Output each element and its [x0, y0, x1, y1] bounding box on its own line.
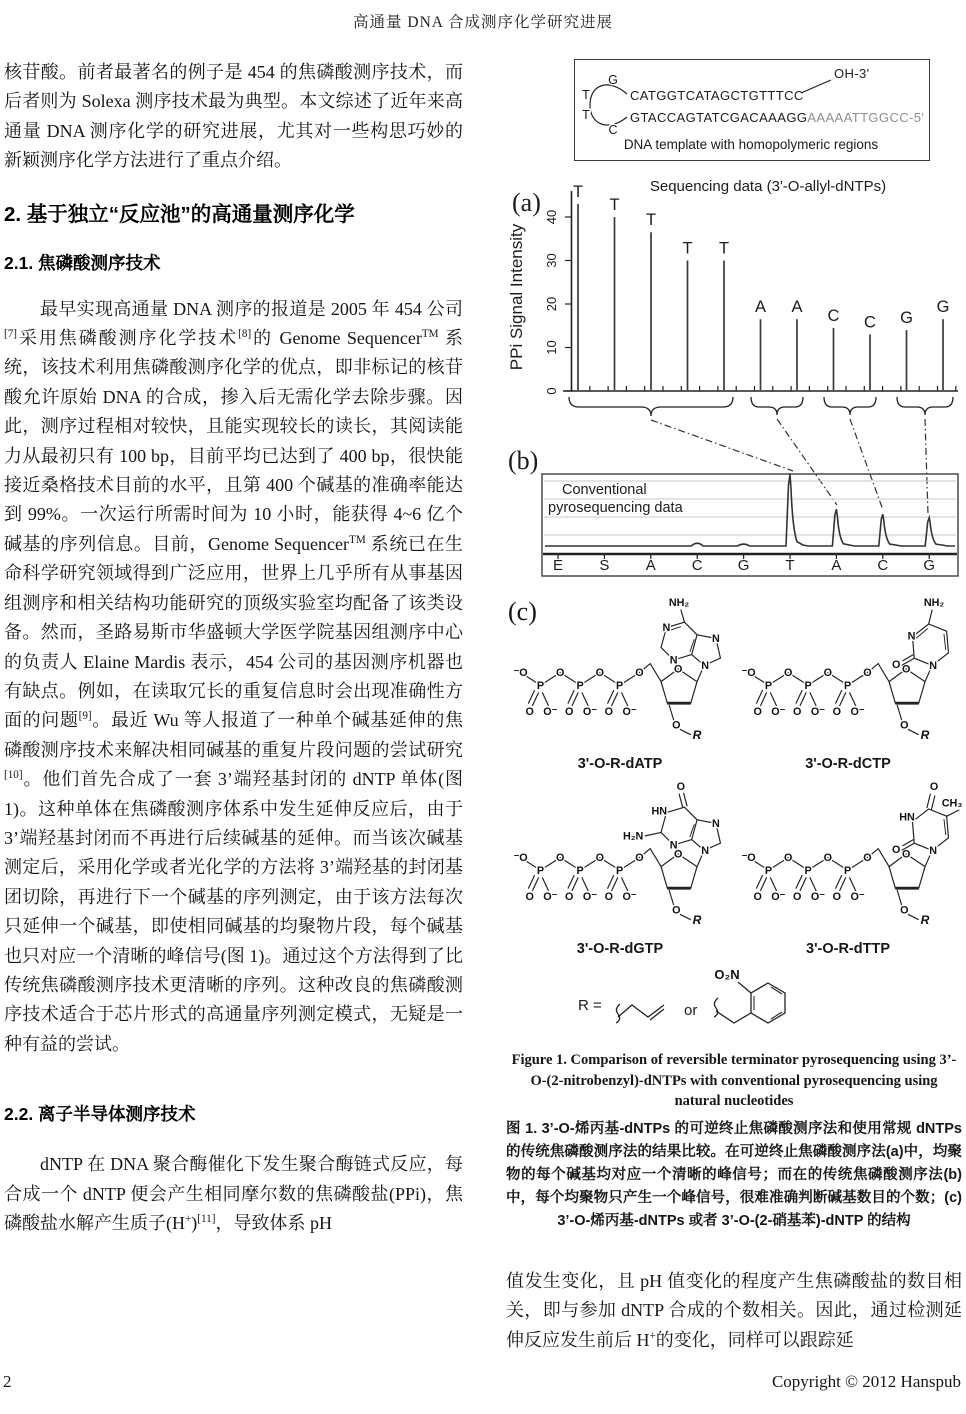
o-minus-label: ⁻O — [513, 667, 528, 680]
o-label: O — [525, 705, 534, 718]
y-tick-label: 0 — [544, 387, 559, 395]
o-label: O — [604, 890, 614, 903]
panel-c-label: (c) — [508, 597, 537, 626]
o-minus-label: O⁻ — [771, 890, 786, 903]
para-ion-continued: 值发生变化，且 pH 值变化的程度产生焦磷酸盐的数目相关，即与参加 dNTP 合成的个数相关。因此，通过检测延伸反应发生前后 H+的变化，同样可以跟踪延 — [506, 1271, 962, 1350]
o-label: O — [635, 667, 644, 680]
n-label: N — [712, 633, 720, 645]
o-label: O — [793, 890, 802, 903]
section-2-2-heading: 2.2. 离子半导体测序技术 — [4, 1104, 196, 1125]
squiggle-bond — [616, 1004, 620, 1023]
r-label: R — [920, 913, 930, 928]
structures-grid — [506, 597, 962, 957]
o-3prime-label: O — [672, 719, 681, 732]
n-label: N — [907, 630, 916, 643]
brace-t-group — [569, 397, 733, 416]
y-tick-label: 30 — [544, 253, 559, 268]
dispensation-label: C — [877, 557, 889, 574]
o-3prime-label: O — [672, 904, 681, 917]
dispensation-label: A — [831, 557, 842, 574]
spike-base-label: C — [864, 313, 876, 332]
o-minus-label: O⁻ — [810, 890, 825, 903]
o-label: O — [635, 852, 644, 865]
nh2-label: NH₂ — [923, 597, 945, 609]
structure-name: 3'-O-R-dGTP — [576, 941, 664, 957]
o-label: O — [556, 852, 565, 865]
hn-label: HN — [651, 805, 668, 818]
o-label: O — [823, 852, 833, 865]
strand-top: CATGGTCATAGCTGTTTCC — [630, 88, 804, 103]
o-minus-label: ⁻O — [741, 667, 756, 680]
chart-b-label-line2: pyrosequencing data — [548, 500, 683, 516]
dttp-diagram — [734, 782, 964, 935]
p-label: P — [764, 864, 773, 877]
phosphate-sugar-backbone — [514, 664, 704, 743]
o-label: O — [892, 844, 901, 857]
dispensation-label: T — [785, 557, 795, 574]
o-minus-label: O⁻ — [582, 890, 597, 903]
para-intro: 核苷酸。前者最著名的例子是 454 的焦磷酸测序技术，而后者则为 Solexa 测序技术最为典型。本文综述了近年来高通量 DNA 测序化学的研究进展，尤其对一些构思巧妙的新颖测序化学方法进行了重点介绍。 — [4, 62, 463, 171]
y-tick-label: 20 — [544, 296, 559, 312]
o-minus-label: O⁻ — [543, 705, 558, 718]
strand-bottom — [630, 110, 924, 125]
spike-base-label: T — [682, 239, 693, 258]
ring-o-label: O — [673, 663, 683, 676]
spike-base-label: T — [609, 196, 620, 214]
n-label: N — [701, 845, 710, 857]
n-label: N — [669, 654, 678, 667]
chart-a-ylabel: PPi Signal Intensity — [507, 223, 526, 371]
phosphate-sugar-backbone — [514, 849, 704, 928]
datp-diagram — [506, 597, 736, 750]
r-label: R — [920, 728, 930, 743]
o-label: O — [753, 890, 762, 903]
o2n-label: O₂N — [714, 967, 740, 982]
loop-letter: C — [608, 123, 618, 137]
ring-o-label: O — [901, 663, 911, 676]
n-label: N — [669, 839, 678, 852]
o-3prime-label: O — [900, 904, 909, 917]
spike-base-label: T — [572, 182, 584, 201]
p-label: P — [576, 679, 584, 692]
n-label: N — [712, 818, 720, 830]
ch3-label: CH₃ — [941, 797, 963, 810]
o-label: O — [863, 667, 872, 680]
dispensation-label: G — [923, 557, 936, 574]
phosphate-sugar-backbone — [742, 849, 932, 928]
o-minus-label: O⁻ — [582, 705, 597, 718]
spike-base-label: A — [791, 298, 803, 317]
hairpin-loop — [590, 85, 627, 125]
o-label: O — [784, 852, 793, 865]
figure-caption-chinese: 图 1. 3’-O-烯丙基-dNTPs 的可逆终止焦磷酸测序法和使用常规 dNTPs 的传统焦磷酸测序法的结果比较。在可逆终止焦磷酸测序法(a)中，均聚物的每个碱基均对应一个清晰的峰信号；而在的传统焦磷酸测序法(b)中，每个均聚物只产生一个峰信号，很难准确判断碱基数目的个数；(c) 3’-O-烯丙基-dNTPs 或者 3’-O-(2-硝基苯)-dNTP 的结构 — [506, 1120, 962, 1230]
o-label: O — [929, 782, 939, 794]
dispensation-label: G — [737, 557, 750, 574]
dna-box-label: DNA template with homopolymeric regions — [623, 137, 879, 152]
figure-caption-english: Figure 1. Comparison of reversible terminator pyrosequencing using 3’-O-(2-nitrobenzyl)-dNTPs with conventional pyrosequencing using natural nucleotides — [511, 1052, 957, 1110]
y-tick-label: 10 — [544, 340, 559, 355]
o-3prime-label: O — [900, 719, 909, 732]
p-label: P — [536, 679, 545, 692]
o-label: O — [793, 705, 802, 718]
phosphate-sugar-backbone — [742, 664, 932, 743]
connector-t — [651, 420, 793, 471]
spike-base-label: T — [645, 211, 657, 230]
o-minus-label: O⁻ — [622, 890, 637, 903]
o-label: O — [832, 890, 842, 903]
r-equals-label: R = — [578, 997, 602, 1014]
o-minus-label: O⁻ — [810, 705, 825, 718]
o-label: O — [753, 705, 762, 718]
o-label: O — [565, 705, 574, 718]
panel-b-label: (b) — [508, 446, 539, 475]
p-label: P — [536, 864, 545, 877]
p-label: P — [804, 679, 812, 692]
dispensation-label: C — [691, 557, 703, 574]
dctp-diagram — [734, 597, 964, 750]
chart-a-title: Sequencing data (3'-O-allyl-dNTPs) — [649, 178, 887, 195]
oh-bond-line — [801, 80, 831, 93]
p-label: P — [804, 864, 812, 877]
r-label: R — [692, 728, 702, 743]
chart-a-spikes — [544, 183, 956, 395]
dispensation-label: A — [645, 557, 656, 574]
o-label: O — [556, 667, 565, 680]
o-minus-label: ⁻O — [741, 852, 756, 865]
o-minus-label: O⁻ — [622, 705, 637, 718]
oh-3-label: OH-3' — [834, 66, 870, 81]
connector-a — [777, 419, 837, 505]
loop-letter: G — [608, 73, 618, 87]
page-header-title: 高通量 DNA 合成测序化学研究进展 — [353, 14, 613, 31]
chart-b-label-line1: Conventional — [562, 482, 647, 498]
para-ion-semiconductor: dNTP 在 DNA 聚合酶催化下发生聚合酶链式反应，每合成一个 dNTP 便会产生相同摩尔数的焦磷酸盐(PPi)，焦磷酸盐水解产生质子(H+)[11]，导致体系 pH — [4, 1154, 463, 1233]
o-label: O — [604, 705, 614, 718]
h2n-label: H₂N — [622, 830, 644, 843]
spike-base-label: G — [900, 309, 913, 328]
p-label: P — [844, 864, 852, 877]
loop-letter: T — [582, 108, 590, 122]
o-label: O — [565, 890, 574, 903]
structure-dgtp — [506, 782, 734, 957]
nh2-label: NH₂ — [668, 597, 690, 609]
thymine-base — [892, 782, 962, 857]
p-label: P — [576, 864, 584, 877]
o-minus-label: O⁻ — [771, 705, 786, 718]
strand-bottom-sequenced: GTACCAGTATCGACAAAGG — [630, 110, 808, 125]
panel-a-label: (a) — [512, 188, 541, 217]
o-minus-label: O⁻ — [850, 890, 865, 903]
ring-o-label: O — [901, 848, 911, 861]
figure-caption — [506, 1050, 962, 1234]
dgtp-diagram — [506, 782, 736, 935]
dna-template-diagram — [575, 60, 926, 157]
o-label: O — [863, 852, 872, 865]
n-label: N — [929, 845, 938, 857]
spike-base-label: A — [754, 298, 767, 317]
hn-label: HN — [899, 811, 915, 824]
benzene-ring — [751, 983, 785, 1023]
o-minus-label: O⁻ — [850, 705, 865, 718]
structure-name: 3'-O-R-dCTP — [805, 756, 891, 772]
structure-dctp — [734, 597, 962, 772]
p-label: P — [616, 679, 624, 692]
squiggle-bond — [714, 998, 718, 1017]
connector-g — [925, 419, 928, 514]
o-label: O — [595, 852, 605, 865]
page-number: 2 — [3, 1372, 12, 1391]
guanine-base — [623, 782, 720, 857]
section-2-heading: 2. 基于独立“反应池”的高通量测序化学 — [4, 202, 355, 226]
structure-datp — [506, 597, 734, 772]
copyright-notice: Copyright © 2012 Hanspub — [771, 1372, 961, 1391]
strand-bottom-homopolymer: AAAAATTGGCC-5' — [807, 110, 925, 125]
spike-base-label: C — [827, 306, 840, 325]
dispensation-label: E — [552, 557, 564, 574]
dna-template-box — [574, 59, 930, 161]
para-pyrosequencing: 最早实现高通量 DNA 测序的报道是 2005 年 454 公司[7]采用焦磷酸测序化学技术[8]的 Genome Sequencer™ 系统，该技术利用焦磷酸测序化学的优点，即非标记的核苷酸允许原始 DNA 的合成，掺入后无需化学去除步骤。因此，测序过程相对较快，且能实现较长的读长，其阅读能力从最初只有 100 bp，目前平均已达到了 400 bp，很快能接近桑格技术目前的水平，且第 400 个碱基的准确率能达到 99%。一次运行所需时间为 10 小时，能获得 4~6 亿个碱基的序列信息。目前，Genome Sequencer™ 系统已在生命科学研究领域得到广泛应用，世界上几乎所有从事基因组测序和相关结构功能研究的顶级实验室均配备了该类设备。然而，圣路易斯市华盛顿大学医学院基因组测序中心的负责人 Elaine Mardis 表示，454 公司的基因测序机器也有缺点。例如，在读取冗长的重复信息时会出现准确性方面的问题[9]。最近 Wu 等人报道了一种单个碱基延伸的焦磷酸测序技术来解决相同碱基的重复片段问题的尝试研究[10]。他们首先合成了一套 3’端羟基封闭的 dNTP 单体(图 1)。这种单体在焦磷酸测序体系中发生延伸反应后，由于 3’端羟基封闭而不再进行后续碱基的延伸。而当该次碱基测定后，采用化学或者光化学的方法将 3’端羟基的封闭基团切除，再进行下一个碱基的序列测定，由于该方法每次只延伸一个碱基，即使相同碱基的均聚物片段，每个碱基也只对应一个清晰的峰信号(图 1)。通过这个方法得到了比传统焦磷酸测序技术更清晰的序列。这种改良的焦磷酸测序技术适合于芯片形式的高通量序列测定模式，无疑是一种有益的尝试。 — [4, 298, 463, 1054]
panels-a-b-chart — [506, 169, 962, 591]
cytosine-base — [892, 597, 948, 672]
n-label: N — [662, 622, 671, 635]
o-label: O — [676, 782, 686, 794]
ring-o-label: O — [673, 848, 683, 861]
o-label: O — [892, 659, 901, 672]
connector-c — [850, 419, 883, 510]
nitro-bond — [738, 982, 751, 993]
o-label: O — [784, 667, 793, 680]
left-column — [4, 58, 463, 1238]
brace-g-group — [897, 397, 953, 415]
o-minus-label: ⁻O — [513, 852, 528, 865]
p-label: P — [844, 679, 852, 692]
n-label: N — [701, 660, 710, 672]
brace-c-group — [824, 397, 876, 415]
y-tick-label: 40 — [544, 209, 559, 225]
p-label: P — [616, 864, 624, 877]
or-label: or — [684, 1002, 698, 1019]
p-label: P — [764, 679, 773, 692]
structure-name: 3'-O-R-dTTP — [806, 941, 890, 957]
structure-dttp — [734, 782, 962, 957]
o-label: O — [832, 705, 842, 718]
o-label: O — [595, 667, 605, 680]
structure-name: 3'-O-R-dATP — [577, 756, 663, 772]
dispensation-label: S — [599, 557, 610, 574]
o-label: O — [823, 667, 833, 680]
spike-base-label: T — [718, 239, 730, 258]
section-2-1-heading: 2.1. 焦磷酸测序技术 — [4, 252, 161, 273]
panel-c-structures — [506, 595, 962, 1039]
r-group-diagram — [564, 965, 904, 1039]
loop-letter: T — [582, 88, 590, 102]
adenine-base — [661, 597, 720, 672]
o-label: O — [525, 890, 534, 903]
n-label: N — [929, 660, 938, 672]
o-minus-label: O⁻ — [543, 890, 558, 903]
spike-base-label: G — [936, 298, 950, 317]
benzyl-ch2 — [716, 1011, 751, 1023]
r-label: R — [692, 913, 702, 928]
brace-a-group — [751, 397, 803, 415]
